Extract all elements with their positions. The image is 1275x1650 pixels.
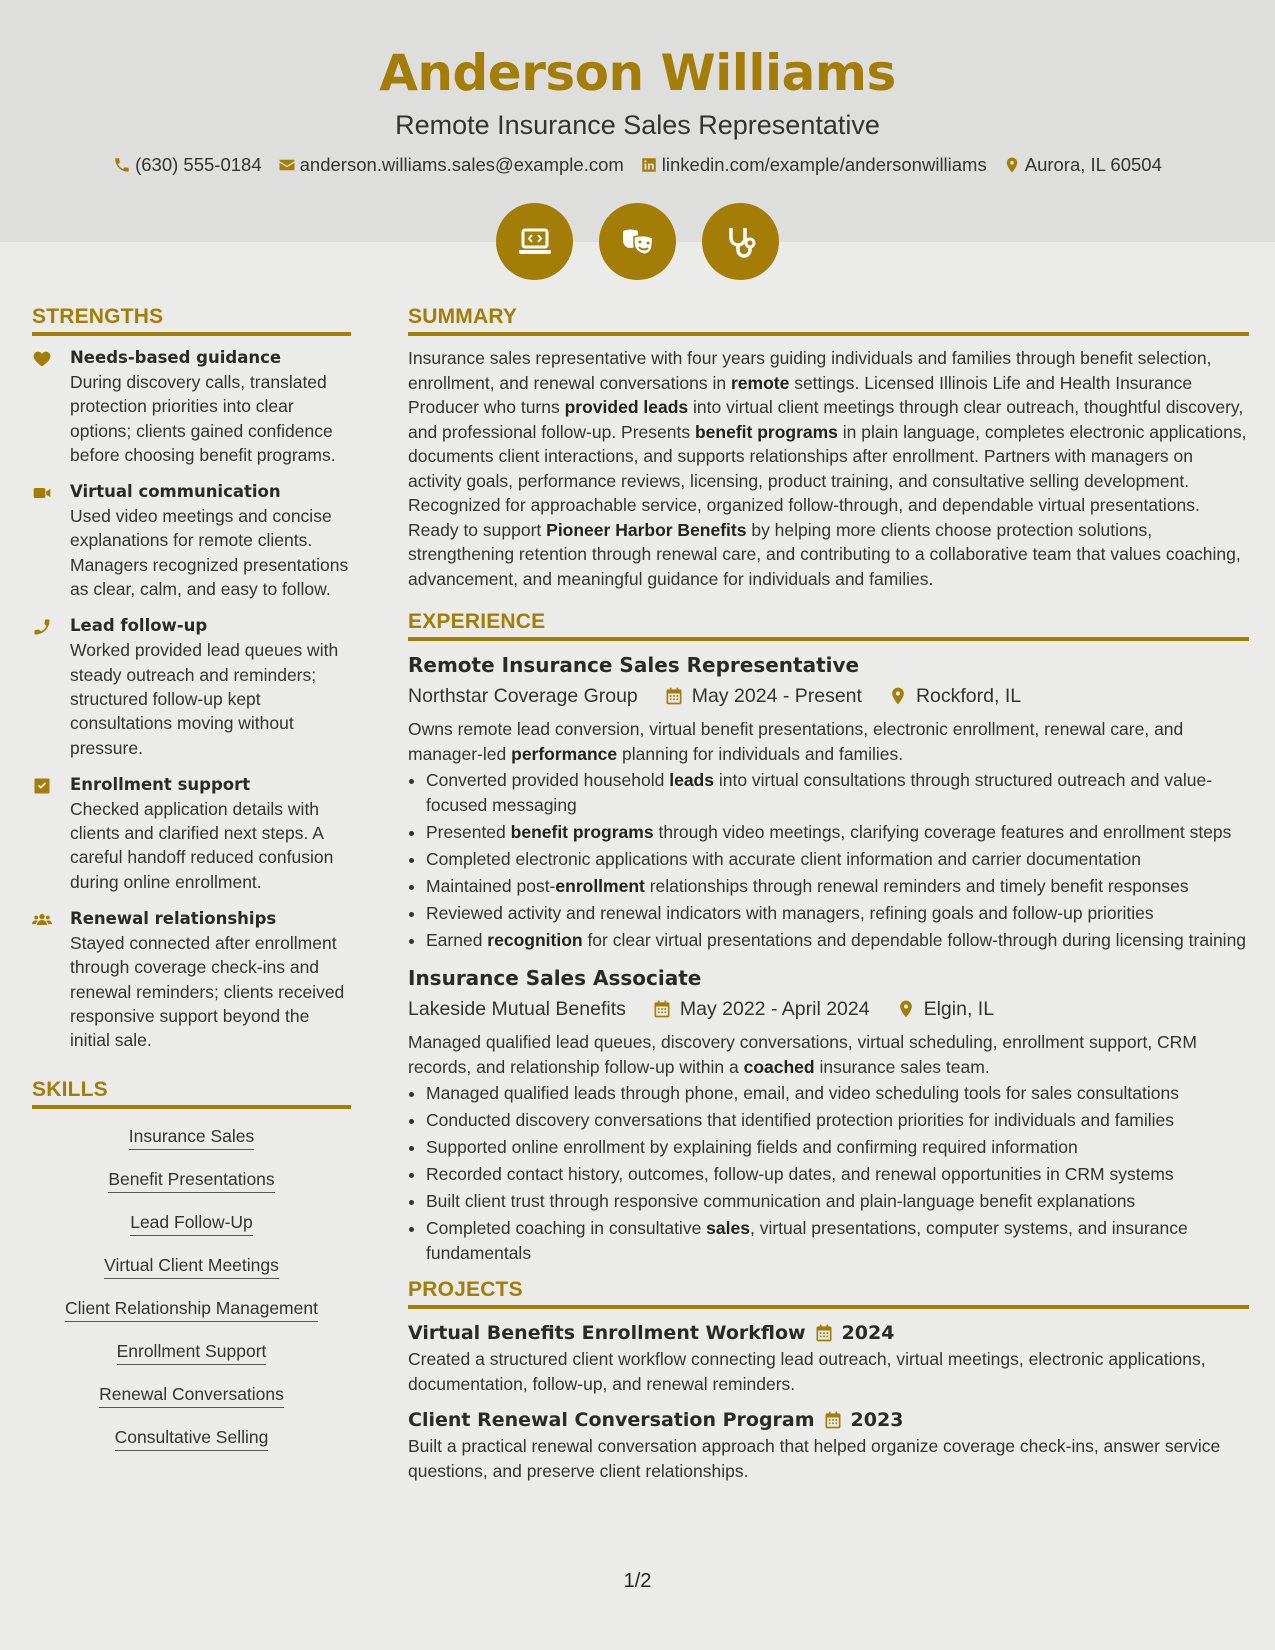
strength-item [32,614,351,759]
job-bullets [408,1081,1249,1265]
strength-item [32,907,351,1052]
experience-heading: EXPERIENCE [408,609,1249,641]
job-bullet: • Supported online enrollment by explaining fields and confirming required information [426,1135,1249,1160]
project-header [408,1406,1249,1434]
skill-tag: Benefit Presentations [108,1168,274,1193]
contact-phone[interactable] [113,154,262,176]
skill-tag: Client Relationship Management [65,1297,318,1322]
skill-row [32,1383,351,1426]
stethoscope-icon [721,222,761,262]
job-bullet: • Managed qualified leads through phone, email, and video scheduling tools for sales consultations [426,1081,1249,1106]
projects-heading: PROJECTS [408,1277,1249,1309]
calendar-icon [814,1323,834,1343]
job-location: Elgin, IL [923,997,995,1020]
job-entry [408,964,1249,1265]
job-meta [408,679,1249,713]
summary-heading: SUMMARY [408,304,1249,336]
badge-row [0,203,1275,280]
theater-masks-icon [618,222,658,262]
project-title: Client Renewal Conversation Program [408,1409,815,1431]
calendar-icon [823,1410,843,1430]
skill-tag: Insurance Sales [129,1125,255,1150]
email-text: anderson.williams.sales@example.com [299,154,624,175]
strength-item [32,480,351,601]
heart-icon [32,349,52,369]
bold-keyword: recognition [487,929,583,950]
summary-text: Insurance sales representative with four years guiding individuals and families through benefit selection, enrollment, and renewal conversations in remote settings. Licensed Illinois Life and Health Insurance Producer who turns provided leads into virtual client meetings through clear outreach, thoughtful discovery, and professional follow-up. Presents benefit programs in plain language, completes electronic applications, documents client interactions, and supports relationships after enrollment. Partners with managers on activity goals, performance reviews, licensing, product training, and consultative selling development. Recognized for approachable service, organized follow-through, and dependable virtual presentations. Ready to support Pioneer Harbor Benefits by helping more clients choose protection solutions, strengthening retention through renewal care, and contributing to a collaborative team that values coaching, advancement, and meaningful guidance for individuals and families. [408,348,1247,589]
video-camera-icon [32,483,52,503]
strength-title: Needs-based guidance [70,348,282,367]
contact-location [1003,154,1162,176]
skill-tag: Enrollment Support [117,1340,267,1365]
bold-keyword: provided leads [564,397,689,417]
laptop-code-icon [515,222,555,262]
phone-icon [113,156,131,174]
skill-row [32,1168,351,1211]
linkedin-icon [640,156,658,174]
strength-desc: During discovery calls, translated protection priorities into clear options; clients gained confidence before choosing benefit programs. [70,372,336,465]
bold-keyword: benefit programs [694,421,838,442]
job-bullet: • Built client trust through responsive communication and plain-language benefit explanations [426,1189,1249,1214]
candidate-title: Remote Insurance Sales Representative [395,110,880,140]
strength-item [32,346,351,467]
contact-email[interactable] [278,154,624,176]
job-title: Remote Insurance Sales Representative [408,653,860,677]
skill-row [32,1211,351,1254]
skill-list [32,1119,351,1469]
skills-heading: SKILLS [32,1077,351,1109]
bold-keyword: leads [669,770,714,790]
strength-desc: Checked application details with clients and clarified next steps. A careful handoff reduced confusion during online enrollment. [70,798,334,892]
project-title: Virtual Benefits Enrollment Workflow [408,1322,806,1344]
strength-item [32,773,351,894]
laptop-code-badge [496,203,573,280]
page-number: 1/2 [623,1570,652,1592]
project-desc: Created a structured client workflow connecting lead outreach, virtual meetings, electronic applications, documentation, follow-up, and renewal reminders. [408,1349,1206,1394]
contact-bar [0,151,1275,179]
envelope-icon [278,156,296,174]
strengths-heading: STRENGTHS [32,304,351,336]
users-icon [32,910,52,930]
job-bullet: • Maintained post-enrollment relationships through renewal reminders and timely benefit responses [426,874,1249,899]
calendar-icon [652,999,672,1019]
job-meta [408,992,1249,1026]
skill-row [32,1340,351,1383]
job-bullet: • Recorded contact history, outcomes, follow-up dates, and renewal opportunities in CRM systems [426,1162,1249,1187]
strength-title: Enrollment support [70,774,251,794]
job-location: Rockford, IL [915,684,1022,707]
right-column [408,304,1249,1483]
job-list [408,651,1249,1265]
job-bullet: • Converted provided household leads into virtual consultations through structured outreach and value-focused messaging [426,768,1249,817]
skill-row [32,1426,351,1469]
job-title: Insurance Sales Associate [408,966,702,990]
project-list [408,1319,1249,1483]
job-bullet: • Reviewed activity and renewal indicators with managers, refining goals and follow-up priorities [426,901,1249,926]
strength-title: Renewal relationships [70,909,277,929]
location-text: Aurora, IL 60504 [1024,154,1162,175]
bold-keyword: enrollment [555,875,645,896]
bold-keyword: benefit programs [510,821,654,842]
bold-keyword: sales [706,1218,750,1238]
strength-desc: Stayed connected after enrollment through coverage check-ins and renewal reminders; clients received responsive support beyond the initial sale. [70,933,345,1051]
job-bullets [408,768,1249,952]
strength-desc: Used video meetings and concise explanations for remote clients. Managers recognized presentations as clear, calm, and easy to follow. [70,506,349,600]
job-company: Northstar Coverage Group [408,684,638,707]
job-bullet: • Conducted discovery conversations that identified protection priorities for individuals and families [426,1108,1249,1133]
stethoscope-badge [702,203,779,280]
job-intro: Owns remote lead conversion, virtual benefit presentations, electronic enrollment, renewal care, and manager-led performance planning for individuals and families. [408,719,1184,764]
skill-tag: Renewal Conversations [99,1383,284,1408]
skill-row [32,1297,351,1340]
job-bullet: • Earned recognition for clear virtual presentations and dependable follow-through during licensing training [426,928,1249,953]
job-bullet: • Completed electronic applications with accurate client information and carrier documentation [426,847,1249,872]
skills-section [32,1077,351,1469]
checkbox-icon [32,776,52,796]
skill-tag: Consultative Selling [115,1426,269,1451]
strength-title: Lead follow-up [70,616,208,636]
job-intro: Managed qualified lead queues, discovery conversations, virtual scheduling, enrollment support, CRM records, and relationship follow-up within a coached insurance sales team. [408,1032,1197,1077]
calendar-icon [664,686,684,706]
bold-keyword: coached [743,1056,815,1077]
theater-masks-badge [599,203,676,280]
strength-title: Virtual communication [70,482,281,502]
project-header [408,1319,1249,1347]
bold-keyword: performance [511,743,618,764]
skill-row [32,1125,351,1168]
skill-tag: Virtual Client Meetings [104,1254,279,1279]
map-pin-icon [888,686,908,706]
contact-linkedin[interactable] [640,154,987,176]
project-year: 2023 [850,1409,904,1431]
linkedin-text: linkedin.com/example/andersonwilliams [661,154,987,175]
job-entry [408,651,1249,952]
job-dates: May 2024 - Present [691,684,862,707]
skill-row [32,1254,351,1297]
job-company: Lakeside Mutual Benefits [408,997,626,1020]
strength-desc: Worked provided lead queues with steady outreach and reminders; structured follow-up kept consultations moving without pressure. [70,640,339,758]
phone-icon [32,617,52,637]
skill-tag: Lead Follow-Up [130,1211,253,1236]
project-entry [408,1319,1249,1396]
map-pin-icon [896,999,916,1019]
phone-text: (630) 555-0184 [135,154,262,175]
left-column [32,304,351,1469]
candidate-name: Anderson Williams [379,44,896,102]
job-dates: May 2022 - April 2024 [679,997,870,1020]
job-bullet: • Completed coaching in consultative sales, virtual presentations, computer systems, and insurance fundamentals [426,1216,1249,1265]
map-pin-icon [1003,156,1021,174]
bold-keyword: remote [730,372,790,393]
job-bullet: • Presented benefit programs through video meetings, clarifying coverage features and enrollment steps [426,820,1249,845]
project-desc: Built a practical renewal conversation approach that helped organize coverage check-ins, answer service questions, and preserve client relationships. [408,1436,1221,1481]
project-year: 2024 [841,1322,895,1344]
project-entry [408,1406,1249,1483]
bold-keyword: Pioneer Harbor Benefits [546,519,747,540]
